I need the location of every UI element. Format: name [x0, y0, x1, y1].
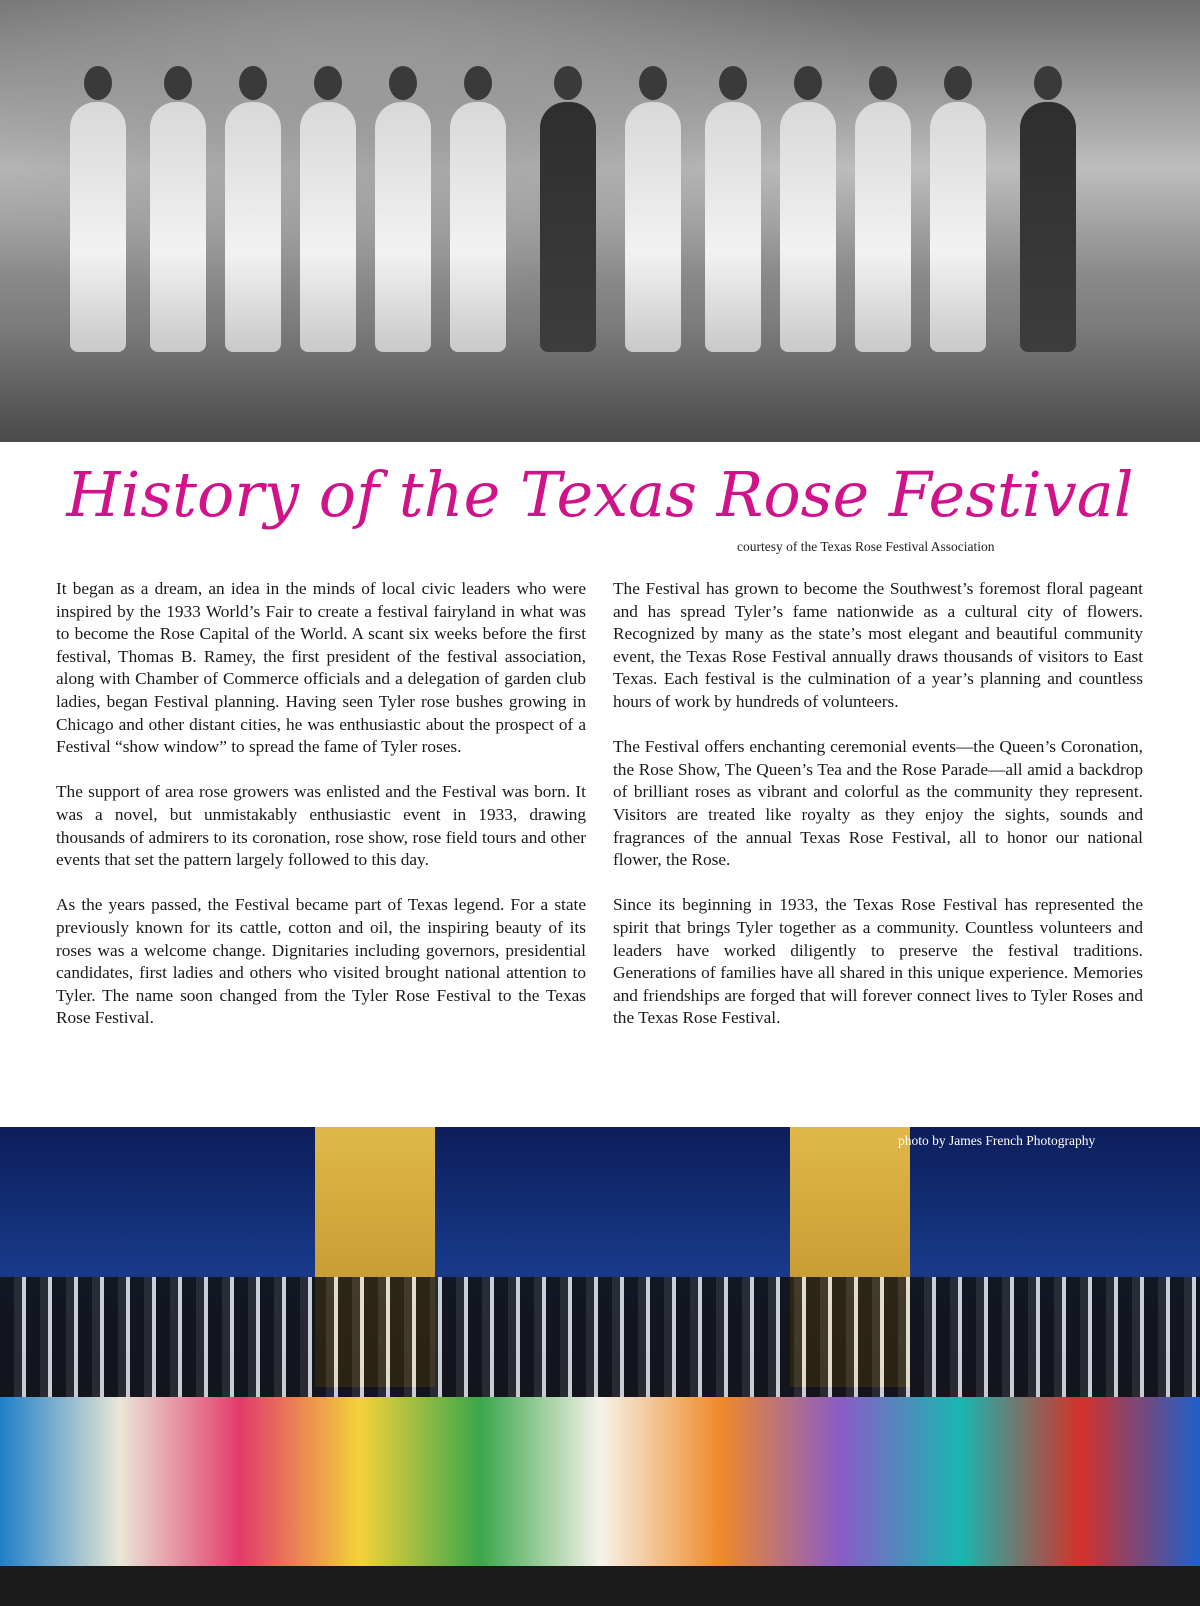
photo-figure: [780, 102, 836, 352]
photo-figure: [1020, 102, 1076, 352]
photo-figure: [70, 102, 126, 352]
photo-figure: [150, 102, 206, 352]
historic-festival-photo: [0, 0, 1200, 442]
paragraph: Since its beginning in 1933, the Texas Rose Festival has represented the spirit that brings Tyler together as a community. Countless volunteers and leaders have worked diligently to preserve the festival traditions. Generations of families have all shared in this unique experience. Memories and friendships are forged that will forever connect lives to Tyler Roses and the Texas Rose Festival.: [613, 895, 1143, 1028]
paragraph: It began as a dream, an idea in the minds of local civic leaders who were inspired by the 1933 World’s Fair to create a festival fairyland in what was to become the Rose Capital of the World. A scant six weeks before the first festival, Thomas B. Ramey, the first president of the festival association, along with Chamber of Commerce officials and a delegation of garden club ladies, began Festival planning. Having seen Tyler rose bushes growing in Chicago and other distant cities, he was enthusiastic about the prospect of a Festival “show window” to spread the fame of Tyler roses.: [56, 579, 586, 757]
photo-figure: [450, 102, 506, 352]
photo-gowns: [0, 1397, 1200, 1567]
paragraph: As the years passed, the Festival became part of Texas legend. For a state previously known for its cattle, cotton and oil, the inspiring beauty of its roses was a welcome change. Dignitaries including governors, presidential candidates, first ladies and others who visited brought national attention to Tyler. The name soon changed from the Tyler Rose Festival to the Texas Rose Festival.: [56, 895, 586, 1028]
courtesy-line: courtesy of the Texas Rose Festival Association: [737, 539, 995, 554]
photo-figure: [625, 102, 681, 352]
photo-figure: [300, 102, 356, 352]
right-column: [613, 578, 1143, 1052]
photo-figure: [930, 102, 986, 352]
photo-credit: photo by James French Photography: [898, 1133, 1096, 1148]
photo-court-rows: [0, 1277, 1200, 1397]
paragraph: The Festival has grown to become the Southwest’s foremost floral pageant and has spread Tyler’s fame nationwide as a cultural city of flowers. Recognized by many as the state’s most elegant and beautiful community event, the Texas Rose Festival annually draws thousands of visitors to East Texas. Each festival is the culmination of a year’s planning and countless hours of work by hundreds of volunteers.: [613, 579, 1143, 711]
photo-figure: [855, 102, 911, 352]
photo-figure: [225, 102, 281, 352]
photo-figure: [540, 102, 596, 352]
left-column: [56, 578, 586, 1052]
photo-figure: [705, 102, 761, 352]
photo-stage-floor: [0, 1566, 1200, 1606]
paragraph: The Festival offers enchanting ceremonial events—the Queen’s Coronation, the Rose Show, The Queen’s Tea and the Rose Parade—all amid a backdrop of brilliant roses as vibrant and colorful as the community they represent. Visitors are treated like royalty as they enjoy the sights, sounds and fragrances of the annual Texas Rose Festival, all to honor our national flower, the Rose.: [613, 737, 1143, 870]
coronation-stage-photo: [0, 1127, 1200, 1606]
paragraph: The support of area rose growers was enlisted and the Festival was born. It was a novel, but unmistakably enthusiastic event in 1933, drawing thousands of admirers to its coronation, rose show, rose field tours and other events that set the pattern largely followed to this day.: [56, 782, 586, 870]
page-title: History of the Texas Rose Festival: [66, 458, 1134, 531]
photo-figure: [375, 102, 431, 352]
